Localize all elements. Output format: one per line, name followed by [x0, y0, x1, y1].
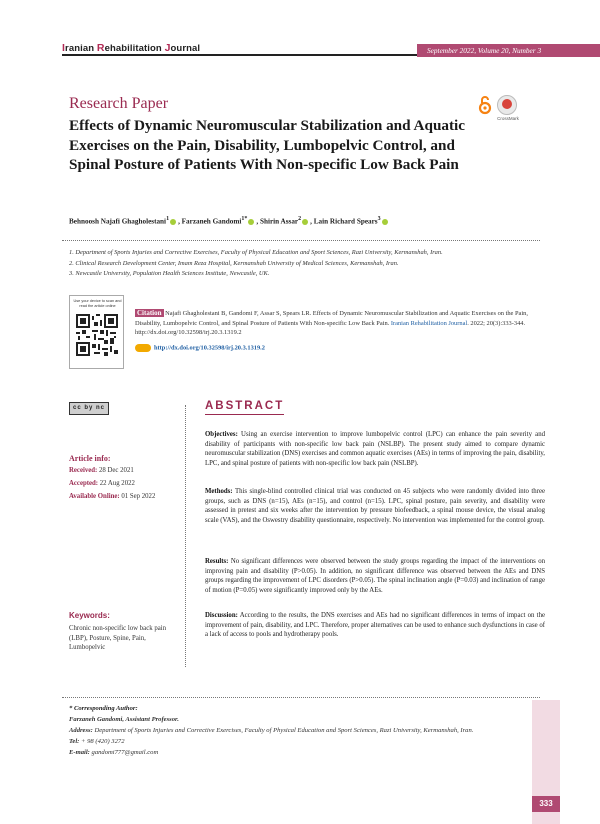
abstract-methods: Methods: This single-blind controlled clinical trial was conducted on 45 subjects who were randomly divided into three groups, such as DNS (n=15), AEs (n=15), and control (n=15). LPC, spinal posture, pain severity, and disability were assessed in pretest and six weeks after the intervention by pressure biofeedback, a spinal mouse device, the visual analog scale (VAS), and the Oswestry disability questionnaire, respectively. No intervention was implemented for the control group. — [205, 488, 545, 524]
orcid-icon[interactable] — [248, 219, 254, 225]
page-number: 333 — [532, 796, 560, 812]
qr-panel — [69, 295, 124, 369]
doi-row — [135, 344, 265, 352]
affiliations — [69, 248, 549, 280]
abstract-results: Results: No significant differences were observed between the study groups regarding the impact of the interventions on improving pain and disability (P>0.05). In addition, no significant difference was observed between the AEs and DNS groups regarding the improvement of LPC disorders (P>0.05). The spinal inclination angle (P=0.03) and inclination of range of motion (P=0.05) were significantly improved only by the AEs. — [205, 558, 545, 594]
column-divider — [185, 405, 186, 667]
open-access-icon — [478, 95, 492, 115]
author-name: Farzaneh Gandomi — [181, 217, 242, 226]
issue-info: September 2022, Volume 20, Number 3 — [417, 44, 600, 57]
qr-caption: Use your device to scan and read the article online — [73, 299, 122, 308]
keywords-heading: Keywords: — [69, 611, 110, 620]
online-date: Available Online: 01 Sep 2022 — [69, 493, 156, 500]
affiliation-divider — [62, 240, 540, 241]
citation: Citation Najafi Ghagholestani B, Gandomi F, Assar S, Spears LR. Effects of Dynamic Neuromuscular Stabilization and Aquatic Exercises on the Pain, Disability, Lumbopelvic Control, and Spinal Posture of Patients With Non-specific Low Back Pain. Iranian Rehabilitation Journal. 2022; 20(3):333-344. http://dx.doi.org/10.32598/irj.20.3.1319.2 — [135, 309, 528, 337]
doi-icon — [135, 344, 151, 352]
affiliation-item: 3. Newcastle University, Population Health Sciences Institute, Newcastle, UK. — [69, 270, 270, 277]
affiliation-item: 1. Department of Sports Injuries and Corrective Exercises, Faculty of Physical Education and Sport Sciences, Razi University, Kermanshah, Iran. — [69, 249, 443, 256]
keywords-list: Chronic non-specific low back pain (LBP), Posture, Spine, Pain, Lumbopelvic — [69, 625, 167, 652]
orcid-icon[interactable] — [302, 219, 308, 225]
footer-divider — [62, 697, 540, 698]
author-name: Shirin Assar — [259, 217, 299, 226]
qr-code-icon[interactable] — [76, 314, 118, 356]
corresponding-heading: * Corresponding Author: — [69, 705, 138, 712]
header-rule — [62, 54, 417, 56]
creative-commons-license-icon[interactable]: cc by nc — [69, 402, 109, 415]
citation-label: Citation — [137, 309, 162, 317]
accepted-date: Accepted: 22 Aug 2022 — [69, 480, 135, 487]
abstract-objectives: Objectives: Using an exercise intervention to improve lumbopelvic control (LPC) can enhance the pain severity and disability of participants with non-specific low back pain (NSLBP). The present study aimed to compare dynamic neuromuscular stabilization (DNS) exercises and common aquatic exercises (AEs) in terms of improving the pain, disability, LPC, and spinal posture of patients with non-specific low back pain (NSLBP). — [205, 431, 545, 467]
article-type: Research Paper — [69, 95, 169, 112]
orcid-icon[interactable] — [170, 219, 176, 225]
article-info-heading: Article info: — [69, 454, 111, 463]
crossmark-icon[interactable] — [497, 95, 517, 115]
journal-name: Iranian Rehabilitation Journal — [62, 42, 201, 54]
corresponding-name: Farzaneh Gandomi, Assistant Professor. — [69, 716, 179, 723]
abstract-discussion: Discussion: According to the results, the DNS exercises and AEs had no significant differences in terms of impact on the improvement of pain, disability, and LPC. Therefore, proper alternatives can be used to enhance such dysfunctions in case of a lack of access to pools and hydrotherapy pools. — [205, 612, 545, 639]
article-title: Effects of Dynamic Neuromuscular Stabilization and Aquatic Exercises on the Pain, Disability, Lumbopelvic Control, and Spinal Posture of Patients With Non-specific Low Back Pain — [69, 117, 466, 173]
affiliation-item: 2. Clinical Research Development Center, Imam Reza Hospital, Kermanshah University of Medical Sciences, Kermanshah, Iran. — [69, 259, 399, 267]
author-name: Lain Richard Spears — [313, 217, 378, 226]
crossmark-label: CrossMark — [497, 116, 519, 121]
corresponding-email: E-mail: gandomi777@gmail.com — [69, 749, 159, 756]
doi-link[interactable]: http://dx.doi.org/10.32598/irj.20.3.1319.2 — [154, 344, 265, 352]
received-date: Received: 28 Dec 2021 — [69, 467, 134, 474]
corresponding-tel: Tel: + 98 (420) 3272 — [69, 738, 125, 745]
journal-link[interactable]: Iranian Rehabilitation Journal — [390, 319, 468, 327]
corresponding-address: Address: Department of Sports Injuries and Corrective Exercises, Faculty of Physical Education and Sport Sciences, Razi University, Kermanshah, Iran. — [69, 727, 474, 734]
abstract-heading: ABSTRACT — [205, 400, 284, 415]
author-name: Behnoosh Najafi Ghagholestani — [69, 217, 167, 226]
author-list: Behnoosh Najafi Ghagholestani$^1$ , Farzaneh Gandomi$^{1*}$ , Shirin Assar$^2$ , Lain Richard Spears$^3$ — [69, 216, 390, 225]
orcid-icon[interactable] — [382, 219, 388, 225]
